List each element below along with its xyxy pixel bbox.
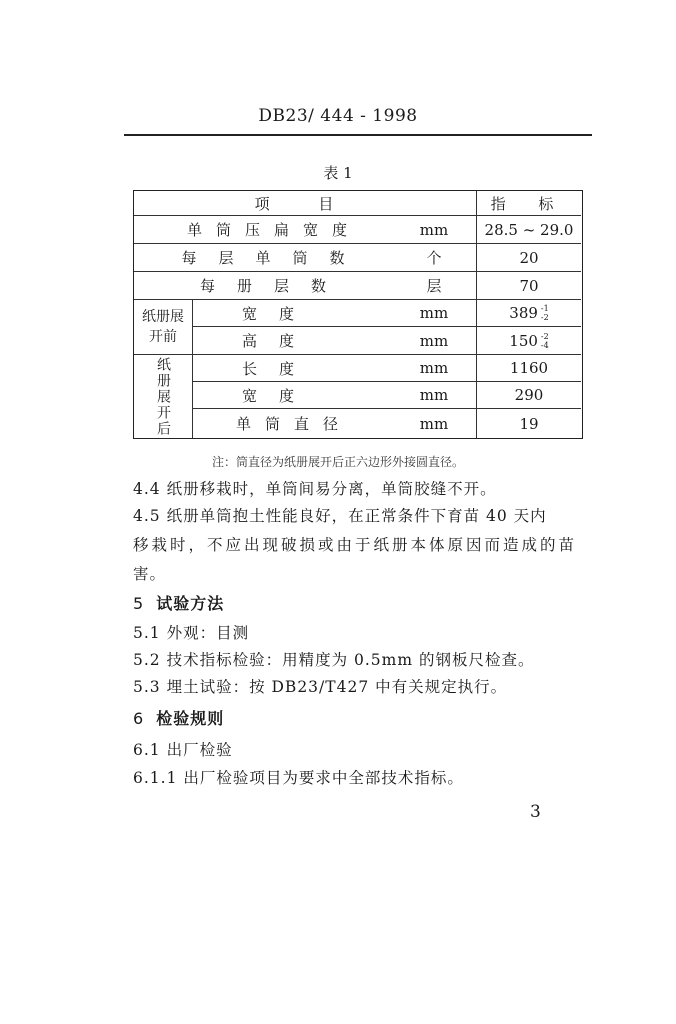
row-value	[477, 327, 581, 354]
section-number: 5	[133, 594, 145, 613]
row-label: 每层单筒数	[181, 249, 367, 267]
group-before-label: 纸册展开前	[142, 309, 184, 345]
table-caption: 表 1	[323, 164, 353, 182]
clause-5-1: 5.1 外观：目测	[133, 624, 250, 642]
row-label: 宽度	[241, 304, 316, 323]
table-col-divider	[192, 299, 193, 438]
row-unit: mm	[419, 414, 449, 433]
row-label: 单筒压扁宽度	[186, 221, 361, 239]
row-value	[477, 300, 581, 326]
section-title: 试验方法	[156, 594, 225, 613]
tolerance-upper: -1	[540, 304, 549, 313]
row-unit: mm	[419, 386, 449, 404]
clause-6-1: 6.1 出厂检验	[133, 741, 233, 759]
tolerance-lower: -4	[540, 340, 549, 350]
value-main: 150	[509, 331, 538, 350]
row-unit: mm	[419, 359, 449, 377]
header-rule	[124, 134, 592, 136]
row-label: 每册层数	[199, 277, 348, 295]
tolerance-lower: -2	[540, 313, 549, 322]
header-indicator: 指 标	[490, 194, 568, 213]
row-value: 70	[519, 276, 539, 295]
section-number: 6	[133, 709, 145, 728]
section-5-heading	[133, 590, 585, 617]
row-label: 单筒直径	[235, 415, 352, 433]
section-title: 检验规则	[156, 709, 225, 728]
tolerance	[541, 304, 549, 322]
row-value: 290	[514, 386, 544, 404]
tolerance-upper: -2	[540, 331, 549, 341]
spec-table	[133, 190, 583, 439]
row-value: 19	[519, 414, 539, 433]
clause-4-4: 4.4 纸册移栽时，单筒间易分离，单筒胶缝不开。	[133, 480, 497, 498]
value-main: 389	[509, 304, 538, 322]
tolerance	[541, 332, 549, 350]
row-unit: 层	[426, 277, 442, 295]
group-after-label: 纸册展开后	[155, 356, 171, 437]
header-item: 项 目	[254, 194, 356, 213]
row-unit: mm	[419, 304, 449, 322]
table-note: 注：筒直径为纸册展开后正六边形外接圆直径。	[211, 455, 464, 469]
clause-4-5-line3: 害。	[133, 565, 167, 583]
row-value: 28.5 ~ 29.0	[484, 220, 574, 239]
clause-6-1-1: 6.1.1 出厂检验项目为要求中全部技术指标。	[133, 769, 464, 787]
clause-4-5-line1: 4.5 纸册单筒抱土性能良好，在正常条件下育苗 40 天内	[133, 507, 547, 525]
document-id: DB23/ 444 - 1998	[258, 106, 418, 126]
row-label: 长度	[241, 359, 316, 378]
clause-5-2: 5.2 技术指标检验：用精度为 0.5mm 的钢板尺检查。	[133, 651, 535, 669]
page-number: 3	[530, 802, 541, 822]
row-value: 1160	[509, 359, 549, 377]
row-unit: 个	[426, 249, 442, 267]
row-label: 宽度	[241, 386, 316, 405]
clause-4-5-line2: 移栽时，不应出现破损或由于纸册本体原因而造成的苗	[133, 536, 578, 554]
row-label: 高度	[241, 332, 316, 350]
row-value: 20	[519, 248, 539, 267]
section-6-heading	[133, 705, 585, 732]
row-unit: mm	[419, 220, 449, 239]
row-unit: mm	[419, 331, 449, 350]
clause-5-3: 5.3 埋土试验：按 DB23/T427 中有关规定执行。	[133, 678, 508, 696]
